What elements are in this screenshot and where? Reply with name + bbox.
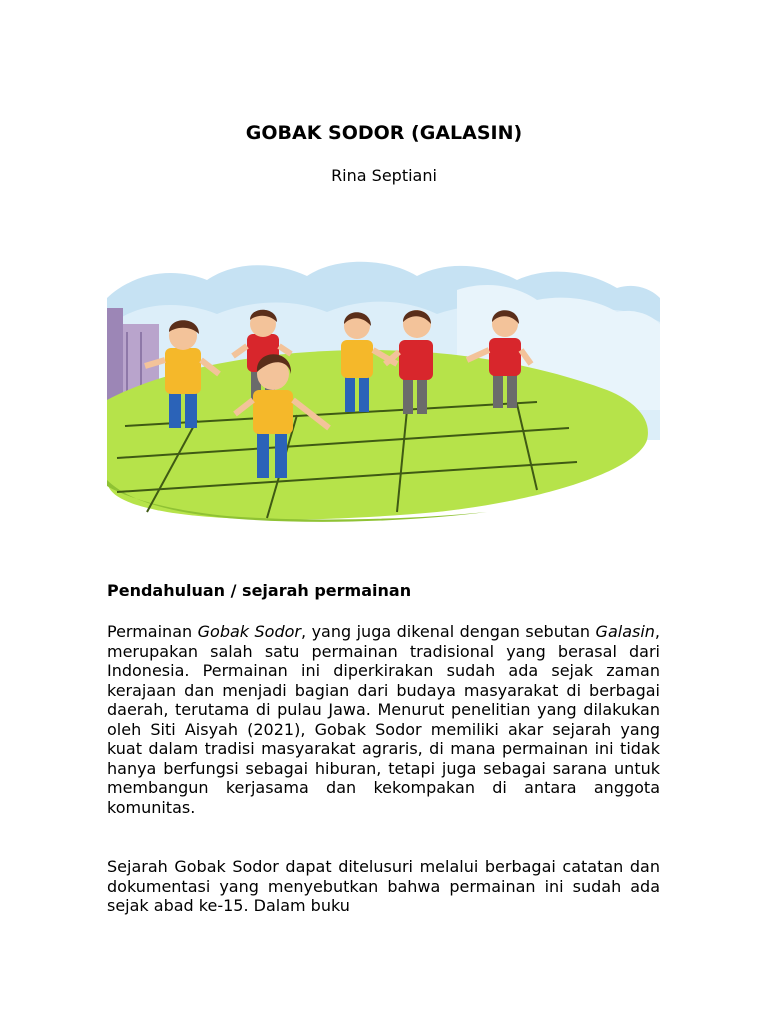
section-heading: Pendahuluan / sejarah permainan bbox=[107, 581, 412, 600]
term-galasin: Galasin bbox=[595, 622, 655, 641]
children-playing-gobak-sodor-illustration bbox=[107, 250, 660, 525]
paragraph-text: , yang juga dikenal dengan sebutan bbox=[301, 622, 596, 641]
paragraph-introduction bbox=[107, 622, 660, 817]
term-gobak-sodor: Gobak Sodor bbox=[197, 622, 301, 641]
page-title: GOBAK SODOR (GALASIN) bbox=[245, 122, 523, 144]
paragraph-history: Sejarah Gobak Sodor dapat ditelusuri melalui berbagai catatan dan dokumentasi yang menyebutkan bahwa permainan ini sudah ada sejak abad ke-15. Dalam buku bbox=[107, 857, 660, 915]
paragraph-text: , merupakan salah satu permainan tradisional yang berasal dari Indonesia. Permainan ini diperkirakan sudah ada sejak zaman kerajaan dan menjadi bagian dari budaya masyarakat di berbagai daerah, terutama di pulau Jawa. Menurut penelitian yang dilakukan oleh Siti Aisyah (2021), Gobak Sodor memiliki akar sejarah yang kuat dalam tradisi masyarakat agraris, di mana permainan ini tidak hanya berfungsi sebagai hiburan, tetapi juga sebagai sarana untuk membangun kerjasama dan kekompakan di antara anggota komunitas. bbox=[107, 622, 661, 817]
paragraph-text: Permainan bbox=[107, 622, 198, 641]
author-name: Rina Septiani bbox=[331, 166, 437, 185]
